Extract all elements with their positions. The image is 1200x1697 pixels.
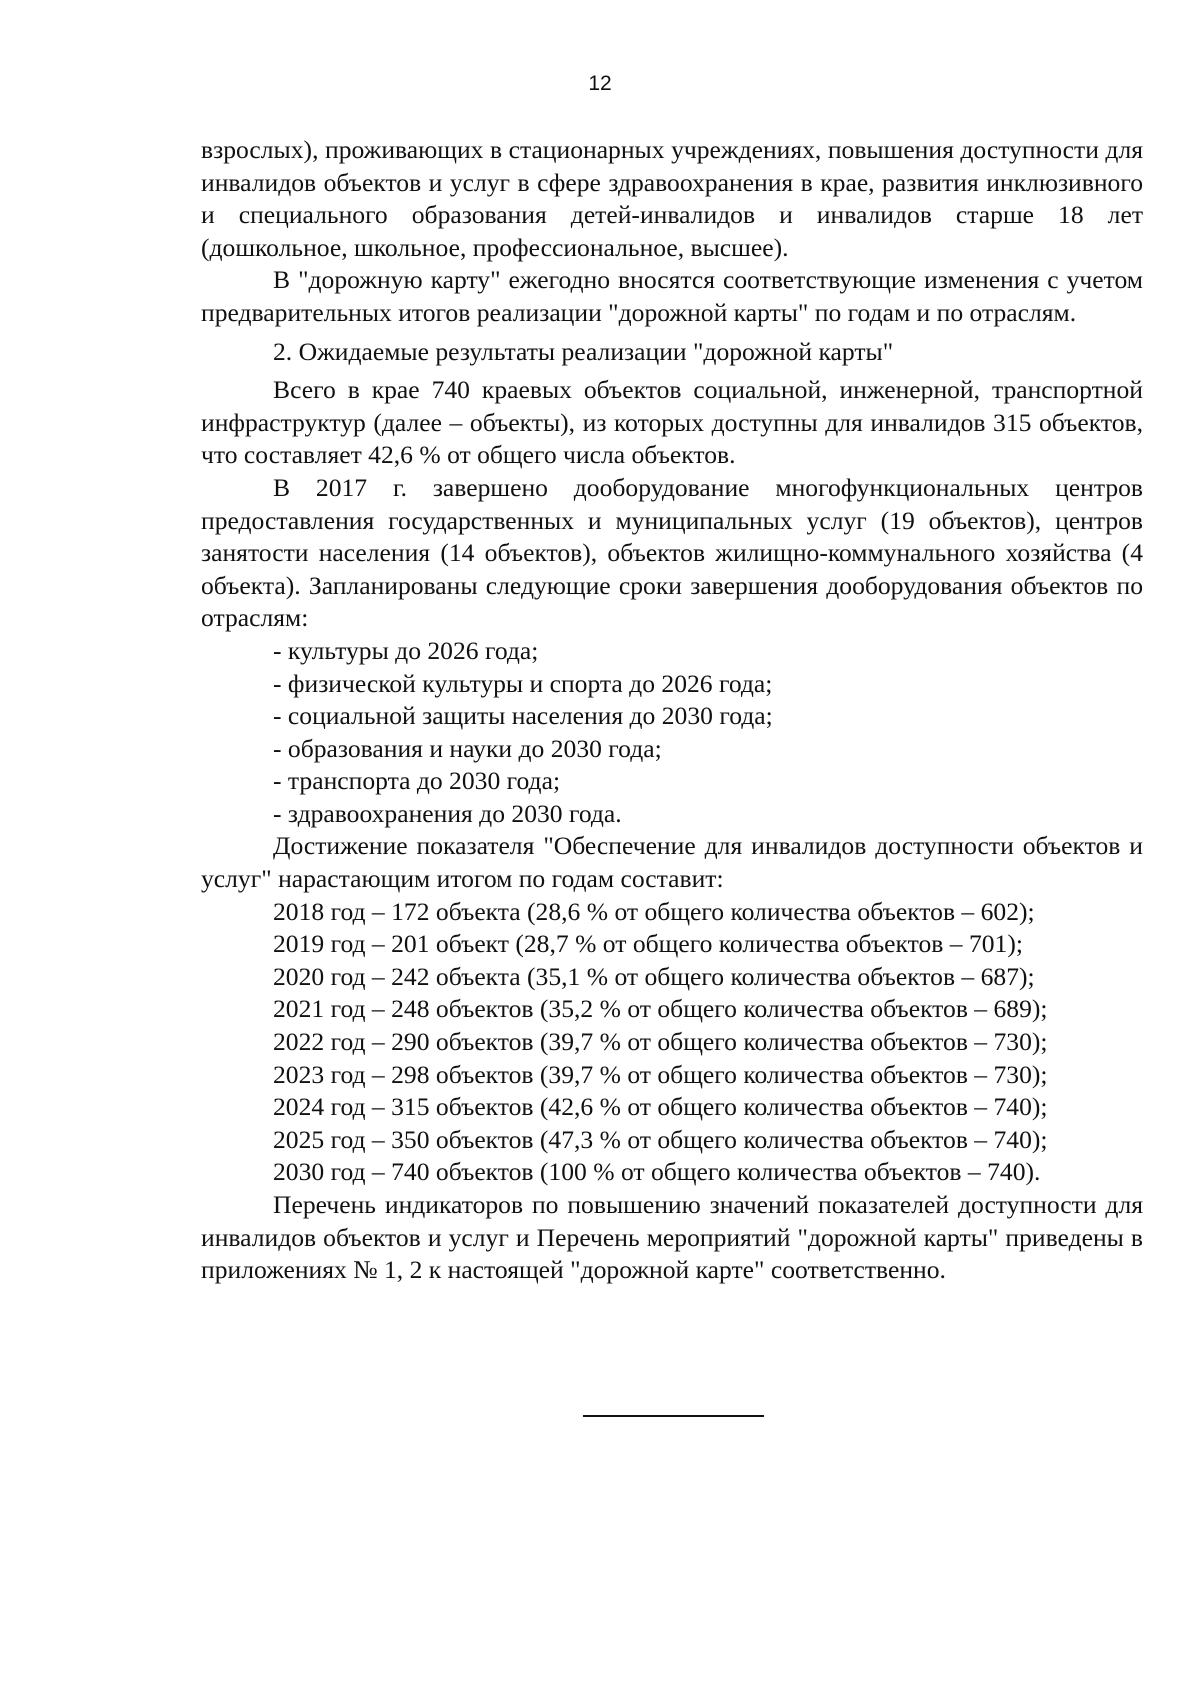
paragraph-indicator: Достижение показателя "Обеспечение для инвалидов доступности объектов и услуг" нарастающим итогом по годам составит:	[201, 831, 1143, 894]
document-body	[201, 134, 1143, 1287]
list-item: 2021 год – 248 объектов (35,2 % от общего количества объектов – 689);	[273, 994, 1048, 1024]
list-item: 2025 год – 350 объектов (47,3 % от общего количества объектов – 740);	[273, 1124, 1048, 1154]
paragraph-continuation: взрослых), проживающих в стационарных учреждениях, повышения доступности для инвалидов объектов и услуг в сфере здравоохранения в крае, развития инклюзивного и специального образования детей-инвалидов и инвалидов старше 18 лет (дошкольное, школьное, профессиональное, высшее).	[201, 135, 1143, 262]
paragraph-total-objects: Всего в крае 740 краевых объектов социальной, инженерной, транспортной инфраструктур (далее – объекты), из которых доступны для инвалидов 315 объектов, что составляет 42,6 % от общего числа объектов.	[201, 375, 1143, 470]
list-item: 2030 год – 740 объектов (100 % от общего количества объектов – 740).	[273, 1157, 1041, 1187]
paragraph-appendices: Перечень индикаторов по повышению значений показателей доступности для инвалидов объектов и услуг и Перечень мероприятий "дорожной карты" приведены в приложениях № 1, 2 к настоящей "дорожной карте" соответственно.	[201, 1190, 1143, 1285]
list-item: 2018 год – 172 объекта (28,6 % от общего количества объектов – 602);	[273, 896, 1035, 926]
list-item: - здравоохранения до 2030 года.	[273, 798, 622, 828]
paragraph-2017-results: В 2017 г. завершено дооборудование многофункциональных центров предоставления государственных и муниципальных услуг (19 объектов), центров занятости населения (14 объектов), объектов жилищно-коммунального хозяйства (4 объекта). Запланированы следующие сроки завершения дооборудования объектов по отраслям:	[201, 472, 1143, 633]
end-separator-line	[583, 1415, 764, 1417]
yearly-target-list	[201, 896, 1143, 1189]
list-item: - физической культуры и спорта до 2026 года;	[273, 668, 773, 698]
list-item: 2019 год – 201 объект (28,7 % от общего количества объектов – 701);	[273, 929, 1023, 959]
section-heading: 2. Ожидаемые результаты реализации "дорожной карты"	[273, 336, 894, 366]
list-item: - социальной защиты населения до 2030 года;	[273, 701, 773, 731]
list-item: 2022 год – 290 объектов (39,7 % от общего количества объектов – 730);	[273, 1027, 1048, 1057]
list-item: - образования и науки до 2030 года;	[273, 733, 662, 763]
list-item: 2024 год – 315 объектов (42,6 % от общего количества объектов – 740);	[273, 1092, 1048, 1122]
list-item: - культуры до 2026 года;	[273, 635, 539, 665]
page-number: 12	[588, 72, 612, 95]
sector-deadline-list	[201, 635, 1143, 831]
paragraph-roadmap-changes: В "дорожную карту" ежегодно вносятся соответствующие изменения с учетом предварительных итогов реализации "дорожной карты" по годам и по отраслям.	[201, 265, 1143, 327]
list-item: 2023 год – 298 объектов (39,7 % от общего количества объектов – 730);	[273, 1059, 1048, 1089]
list-item: - транспорта до 2030 года;	[273, 766, 561, 796]
list-item: 2020 год – 242 объекта (35,1 % от общего количества объектов – 687);	[273, 961, 1035, 991]
